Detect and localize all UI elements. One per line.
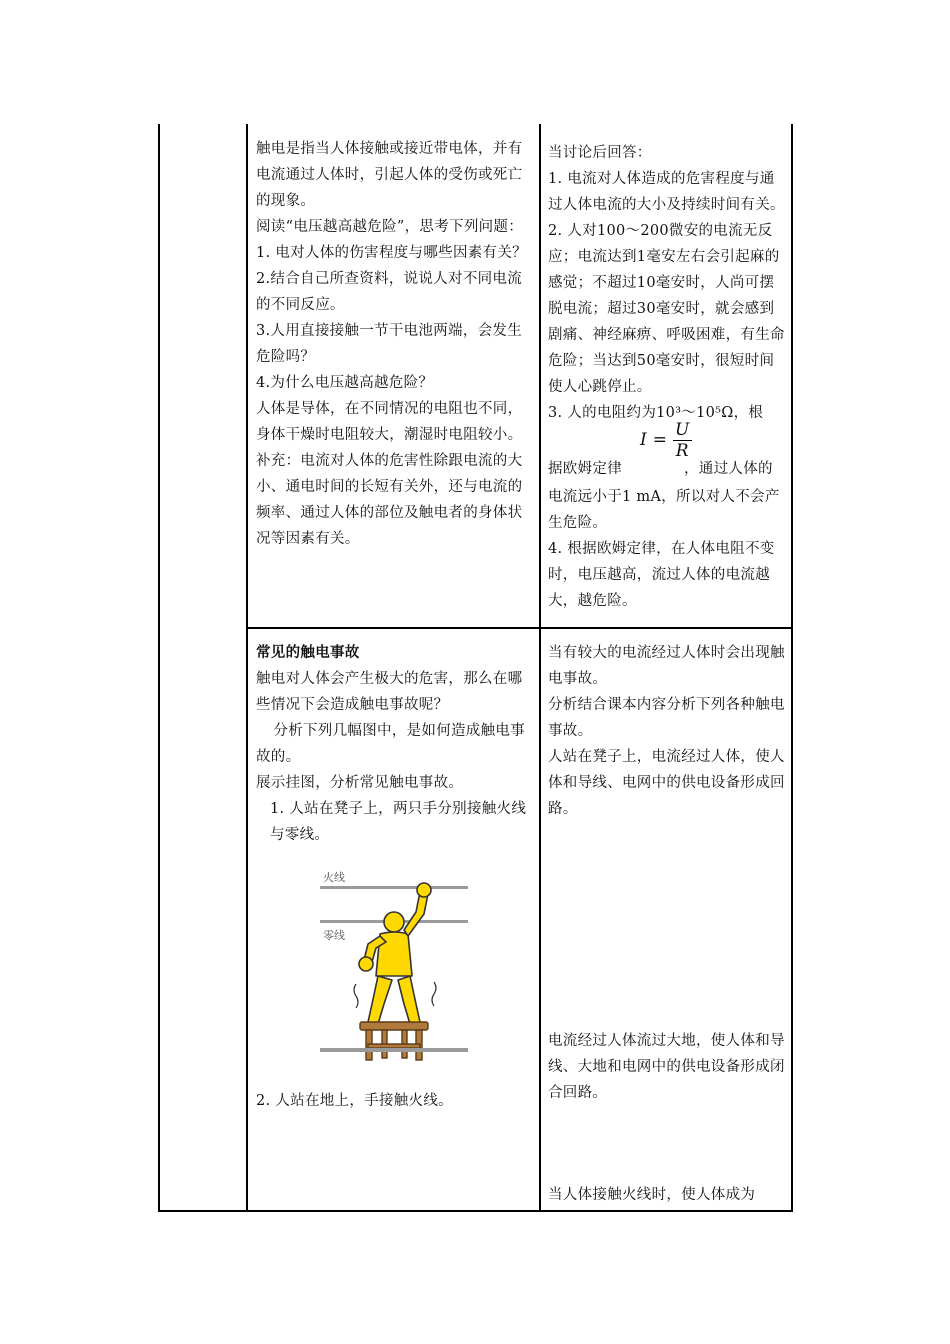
section-heading: 常见的触电事故 xyxy=(256,644,360,661)
table-left-border xyxy=(158,124,160,1212)
answer-3-line2b: ，通过人体的 xyxy=(684,461,773,477)
paragraph: 当有较大的电流经过人体时会出现触电事故。 xyxy=(548,645,785,687)
floor-line xyxy=(320,1048,468,1052)
paragraph: 触电是指当人体接触或接近带电体，并有电流通过人体时，引起人体的受伤或死亡的现象。 xyxy=(256,141,523,209)
paragraph: 阅读“电压越高越危险”，思考下列问题： xyxy=(256,219,524,235)
answer-3-line3: 电流远小于1 mA，所以对人不会产生危险。 xyxy=(548,489,780,531)
neutral-wire-label: 零线 xyxy=(323,929,345,942)
table-col-divider-2 xyxy=(539,124,541,1212)
live-wire xyxy=(320,886,468,889)
table-bottom-border xyxy=(158,1210,793,1212)
ohm-law-formula xyxy=(640,420,692,461)
answer-2: 2. 人对100～200微安的电流无反应；电流达到1毫安左右会引起麻的感觉；不超过10毫安时，人尚可摆脱电流；超过30毫安时，就会感到剧痛、神经麻痹、呼吸困难，有生命危险；当达到50毫安时，很短时间使人心跳停止。 xyxy=(548,223,785,395)
formula-denominator: R xyxy=(675,441,689,461)
ohm-law-line xyxy=(548,420,786,484)
table-right-border xyxy=(791,124,793,1212)
paragraph: 人站在凳子上，电流经过人体，使人体和导线、电网中的供电设备形成回路。 xyxy=(548,749,785,817)
electric-shock-illustration xyxy=(320,864,468,1062)
paragraph: 补充：电流对人体的危害性除跟电流的大小、通电时间的长短有关外，还与电流的频率、通过人体的部位及触电者的身体状况等因素有关。 xyxy=(256,453,523,547)
answer-1: 1. 电流对人体造成的危害程度与通过人体电流的大小及持续时间有关。 xyxy=(548,171,785,213)
row1-right-cell xyxy=(548,140,786,614)
paragraph: 触电对人体会产生极大的危害，那么在哪些情况下会造成触电事故呢？ xyxy=(256,671,523,713)
paragraph: 分析结合课本内容分析下列各种触电事故。 xyxy=(548,697,785,739)
formula-fraction xyxy=(673,420,692,461)
table-col-divider-1 xyxy=(246,124,248,1212)
row2-right-case2 xyxy=(548,1028,786,1106)
formula-lhs: I = xyxy=(640,430,668,450)
answer-3-line1: 3. 人的电阻约为10³～10⁵Ω，根 xyxy=(548,405,764,421)
case-1: 1. 人站在凳子上，两只手分别接触火线与零线。 xyxy=(270,801,527,843)
question-1: 1. 电对人体的伤害程度与哪些因素有关？ xyxy=(256,245,527,261)
paragraph: 当人体接触火线时，使人体成为 xyxy=(548,1187,756,1203)
question-2: 2.结合自己所查资料，说说人对不同电流的不同反应。 xyxy=(256,271,523,313)
question-3: 3.人用直接接触一节干电池两端，会发生危险吗？ xyxy=(256,323,523,365)
table-row-divider xyxy=(246,627,793,629)
row2-middle-case2 xyxy=(256,1088,534,1114)
row2-right-cell xyxy=(548,640,786,822)
row2-right-case3 xyxy=(548,1182,786,1208)
paragraph: 展示挂图，分析常见触电事故。 xyxy=(256,775,464,791)
paragraph: 人体是导体，在不同情况的电阻也不同，身体干燥时电阻较大，潮湿时电阻较小。 xyxy=(256,401,523,443)
question-4: 4.为什么电压越高越危险？ xyxy=(256,375,434,391)
case-2: 2. 人站在地上，手接触火线。 xyxy=(256,1093,453,1109)
row2-middle-cell xyxy=(256,640,534,848)
paragraph: 电流经过人体流过大地，使人体和导线、大地和电网中的供电设备形成闭合回路。 xyxy=(548,1033,785,1101)
row1-middle-cell xyxy=(256,136,534,552)
formula-numerator: U xyxy=(674,420,690,440)
answer-4: 4. 根据欧姆定律，在人体电阻不变时，电压越高，流过人体的电流越大，越危险。 xyxy=(548,541,775,609)
live-wire-label: 火线 xyxy=(323,871,345,884)
paragraph: 分析下列几幅图中，是如何造成触电事故的。 xyxy=(256,723,525,765)
answer-3-line2: 据欧姆定律 xyxy=(548,461,622,477)
answer-intro: 当讨论后回答： xyxy=(548,145,652,161)
